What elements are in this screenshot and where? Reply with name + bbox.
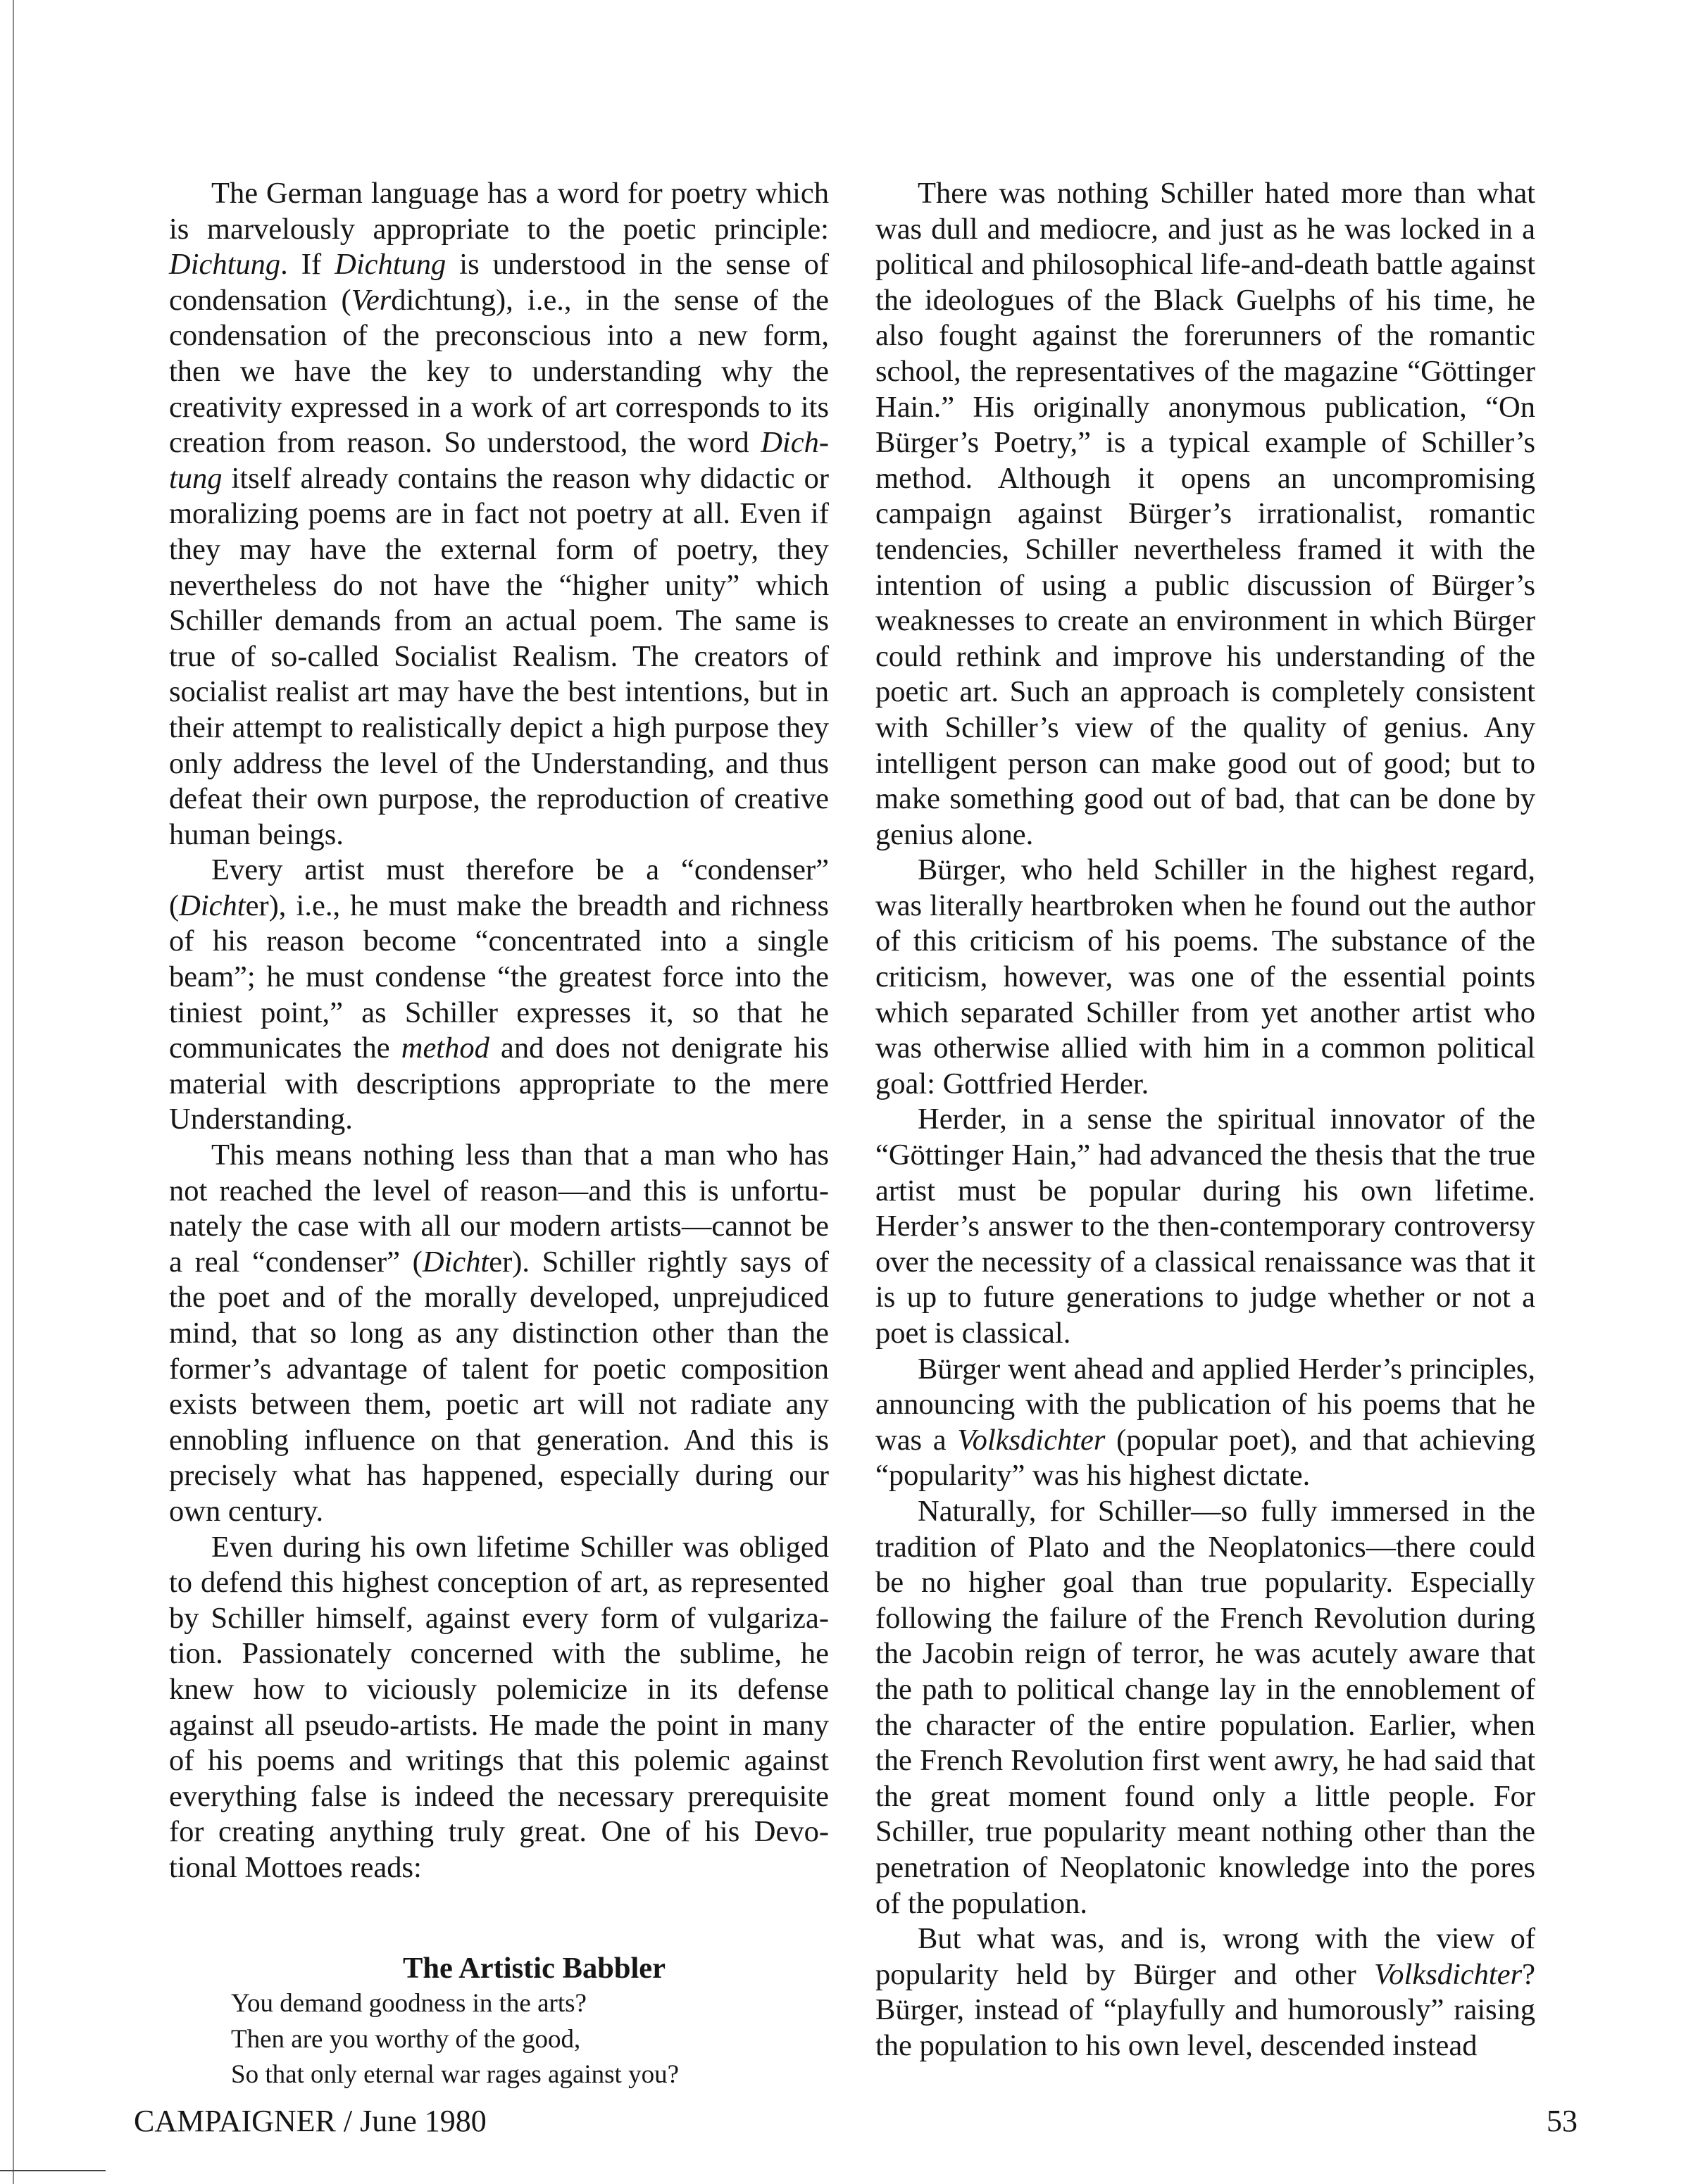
bottom-corner-rule [0,2170,106,2171]
poem-title: The Artistic Babbler [402,1951,666,1985]
italic-term: Dichtung [169,248,281,282]
footer-publication: CAMPAIGNER / June 1980 [134,2104,487,2138]
italic-term: Ver [351,283,392,317]
body-paragraph: Bürger, who held Schiller in the highest regard, was literally heartbroken when he found out the author of this criticism of his poems. The substance of the criticism, however, was one of the essential points which separated Schiller from yet another artist who was otherwise allied with him in a common political goal: Gottfried Herder. [875,853,1535,1100]
body-paragraph: Even during his own lifetime Schiller was obliged to defend this highest conception of art, as represented by Schiller himself, against every form of vulgarization. Passionately concerned with the sublime, he knew how to viciously polemicize in its defense against all pseudo-artists. He made the point in many of his poems and writings that this polemic against everything false is indeed the necessary prerequisite for creating anything truly great. One of his Devotional Mottoes reads: [169,1530,829,1884]
footer-page-number: 53 [1547,2104,1578,2138]
body-paragraph: But what was, and is, wrong with the view of popularity held by Bürger and other Volksdichter? Bürger, instead of “playfully and humorously” raising the population to his own level, descended instead [875,1922,1535,2062]
italic-term: Dichtung [335,248,447,282]
italic-term: Volksdichter [1374,1957,1523,1991]
body-paragraph: Every artist must therefore be a “condenser” (Dichter), i.e., he must make the breadth and richness of his reason become “concentrated into a single beam”; he must condense “the greatest force into the tiniest point,” as Schiller expresses it, so that he communicates the method and does not denigrate his material with descriptions appropriate to the mere Understanding. [169,853,830,1136]
right-column-body [875,176,1535,2064]
right-column [875,176,1535,2064]
left-column [169,176,829,2093]
poem-line: You demand goodness in the arts? [231,1989,587,2019]
poem-line: So that only eternal war rages against you? [231,2060,679,2090]
poem-line: Then are you worthy of the good, [231,2024,581,2054]
italic-term: Dichtung [169,426,829,495]
body-paragraph: Bürger went ahead and applied Herder’s principles, announcing with the publication of his poems that he was a Volksdichter (popular poet), and that achieving “popularity” was his highest dictate. [875,1352,1535,1493]
italic-term: Volksdichter [957,1423,1106,1457]
body-paragraph: This means nothing less than that a man who has not reached the level of reason—and this is unfortunately the case with all our modern artists—cannot be a real “condenser” (Dichter). Schiller rightly says of the poet and of the morally developed, unprejudiced mind, that so long as any distinction other than the former’s advantage of talent for poetic composition exists between them, poetic art will not radiate any ennobling influence on that generation. And this is precisely what has happened, especially during our own century. [169,1138,830,1528]
italic-term: Dicht [179,889,246,922]
body-paragraph: Naturally, for Schiller—so fully immersed in the tradition of Plato and the Neoplatonics—there could be no higher goal than true popularity. Especially following the failure of the French Revolution during the Jacobin reign of terror, he was acutely aware that the path to political change lay in the ennoblement of the character of the entire population. Earlier, when the French Revolution first went awry, he had said that the great moment found only a little people. For Schiller, true popularity meant nothing other than the penetration of Neoplatonic knowledge into the pores of the population. [875,1494,1535,1920]
left-column-body [169,176,829,1886]
italic-term: method [401,1031,489,1065]
body-paragraph: Herder, in a sense the spiritual innovator of the “Göttinger Hain,” had advanced the thesis that the true artist must be popular during his own lifetime. Herder’s answer to the then-contemporary controversy over the necessity of a classical renaissance was that it is up to future generations to judge whether or not a poet is classical. [875,1103,1535,1350]
body-paragraph: The German language has a word for poetry which is marvelously appropriate to the poetic principle: Dichtung. If Dichtung is understood in the sense of condensation (Verdichtung), i.e., in the sense of the condensation of the preconscious into a new form, then we have the key to understanding why the creativity expressed in a work of art corresponds to its creation from reason. So understood, the word Dichtung itself already contains the reason why didactic or moralizing poems are in fact not poetry at all. Even if they may have the external form of poetry, they nevertheless do not have the “higher unity” which Schiller demands from an actual poem. The same is true of so-called Socialist Realism. The creators of socialist realist art may have the best intentions, but in their attempt to realistically depict a high purpose they only address the level of the Understanding, and thus defeat their own purpose, the reproduction of creative human beings. [169,177,829,851]
left-margin-rule [13,0,14,2184]
poem [169,1951,829,2093]
body-paragraph: There was nothing Schiller hated more than what was dull and mediocre, and just as he was locked in a political and philosophical life-and-death battle against the ideologues of the Black Guelphs of his time, he also fought against the forerunners of the romantic school, the representatives of the magazine “Göttinger Hain.” His originally anonymous publication, “On Bürger’s Poetry,” is a typical example of Schiller’s method. Although it opens an uncompromising campaign against Bürger’s irrationalist, romantic tendencies, Schiller nevertheless framed it with the intention of using a public discussion of Bürger’s weaknesses to create an environment in which Bürger could rethink and improve his understanding of the poetic art. Such an approach is completely consistent with Schiller’s view of the quality of genius. Any intelligent person can make good out of good; but to make something good out of bad, that can be done by genius alone. [875,177,1535,851]
italic-term: Dicht [422,1245,489,1279]
